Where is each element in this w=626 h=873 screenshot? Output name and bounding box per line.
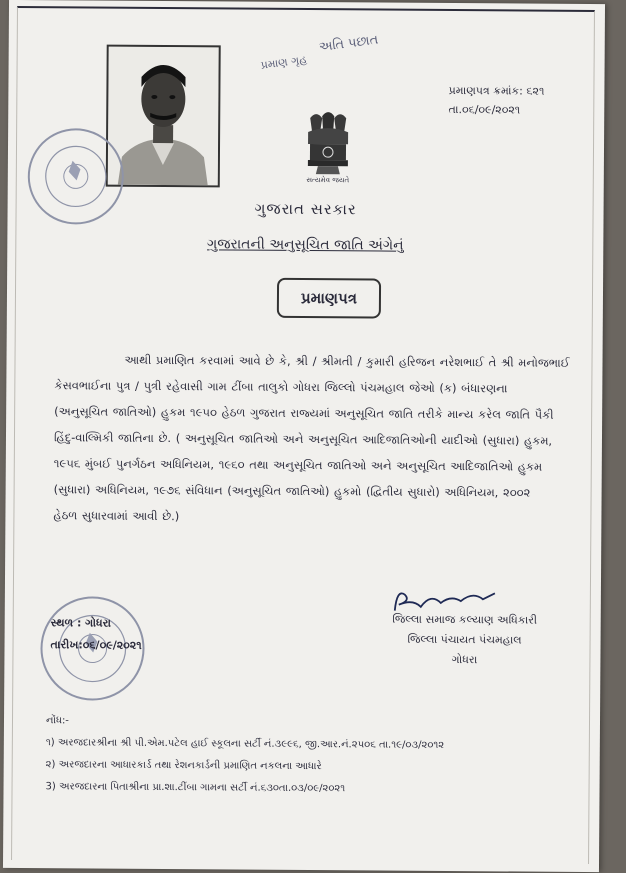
notes-section [45,710,444,801]
officer-office: જિલ્લા પંચાયત પંચમહાલ [407,632,522,647]
note-item: ૧) અરજદારશ્રીના શ્રી પી.એમ.પટેલ હાઈ સ્કૂલના સર્ટી નં.૩૯૯૬, જી.આર.નં.૨૫૦૬ તા.૧૯/૦૩/૨૦૧૨ [45,737,445,751]
certificate-date: તા.૦૬/૦૯/૨૦૨૧ [448,103,521,117]
national-emblem [296,110,361,190]
place-label: સ્થળ : ગોધરા [50,616,112,630]
certificate-body [53,346,570,532]
body-line: (અનુસૂચિત જાતિઓ) હુકમ ૧૯૫૦ હેઠળ ગુજરાત રાજ્યમાં અનુસૂચિત જાતિ તરીકે માન્ય કરેલ જાતિ પૈકી [54,404,554,422]
place-date-block [50,612,141,657]
certificate-number: પ્રમાણપત્ર ક્રમાંક: ૬૨૧ [448,84,545,98]
certificate-reference [448,81,544,120]
emblem-motto: સત્યમેવ જયતે [306,176,350,185]
note-item: 3) અરજદારના પિતાશ્રીના પ્રા.શા.ટીંબા ગામના સર્ટી નં.૬૩૦તા.૦૩/૦૯/૨૦૨૧ [45,781,346,795]
date-label: તારીખ:૦૬/૦૯/૨૦૨૧ [50,638,142,652]
officer-place: ગોધરા [451,653,478,667]
body-line: (સુધારા) અધિનિયમ, ૧૯૭૬ સંવિધાન (અનુસૂચિત જાતિઓ) હુકમો (દ્વિતીય સુધારો) અધિનિયમ, ૨૦૦૨ [53,482,531,500]
applicant-photo [106,45,221,188]
body-line: કેસવભાઈના પુત્ર / પુત્રી રહેવાસી ગામ ટીંબા તાલુકો ગોધરા જિલ્લો પંચમહાલ જેઓ (ક) બંધારણના [54,378,508,396]
body-line-text: આથી પ્રમાણિત કરવામાં આવે છે કે, શ્રી / શ્રીમતી / કુમારી હરિજન નરેશભાઈ તે શ્રી મનોજભાઈ [124,352,570,370]
note-item: ૨) અરજદારના આધારકાર્ડ તથા રેશનકાર્ડની પ્રમાણિત નકલના આધારે [45,759,322,773]
certificate-heading: પ્રમાણપત્ર [277,278,381,319]
handwritten-note-2: પ્રમાણ ગૃહ [259,52,308,72]
officer-block [384,588,545,671]
certificate-subtitle: ગુજરાતની અનુસૂચિત જાતિ અંગેનું [206,236,404,254]
body-line: હેઠળ સુધારવામાં આવી છે.) [53,508,180,524]
body-line: ૧૯૫૬ મુંબઈ પુનર્ગઠન અધિનિયમ, ૧૯૬૦ તથા અનુસૂચિત જાતિઓ અને અનુસૂચિત આદિજાતિઓ હુકમ [53,456,543,474]
notes-heading: નોંધ:- [45,715,69,727]
handwritten-note: અતિ પછાત [318,32,380,56]
body-line: હિંદુ-વાલ્મિકી જાતિના છે. ( અનુસૂચિત જાતિઓ અને અનુસૂચિત આદિજાતિઓની યાદીઓ (સુધારા) હુકમ, [53,430,553,448]
government-title: ગુજરાત સરકાર [254,199,357,219]
officer-title: જિલ્લા સમાજ કલ્યાણ અધિકારી [392,612,538,627]
certificate-page [3,0,605,872]
body-line [54,346,570,376]
